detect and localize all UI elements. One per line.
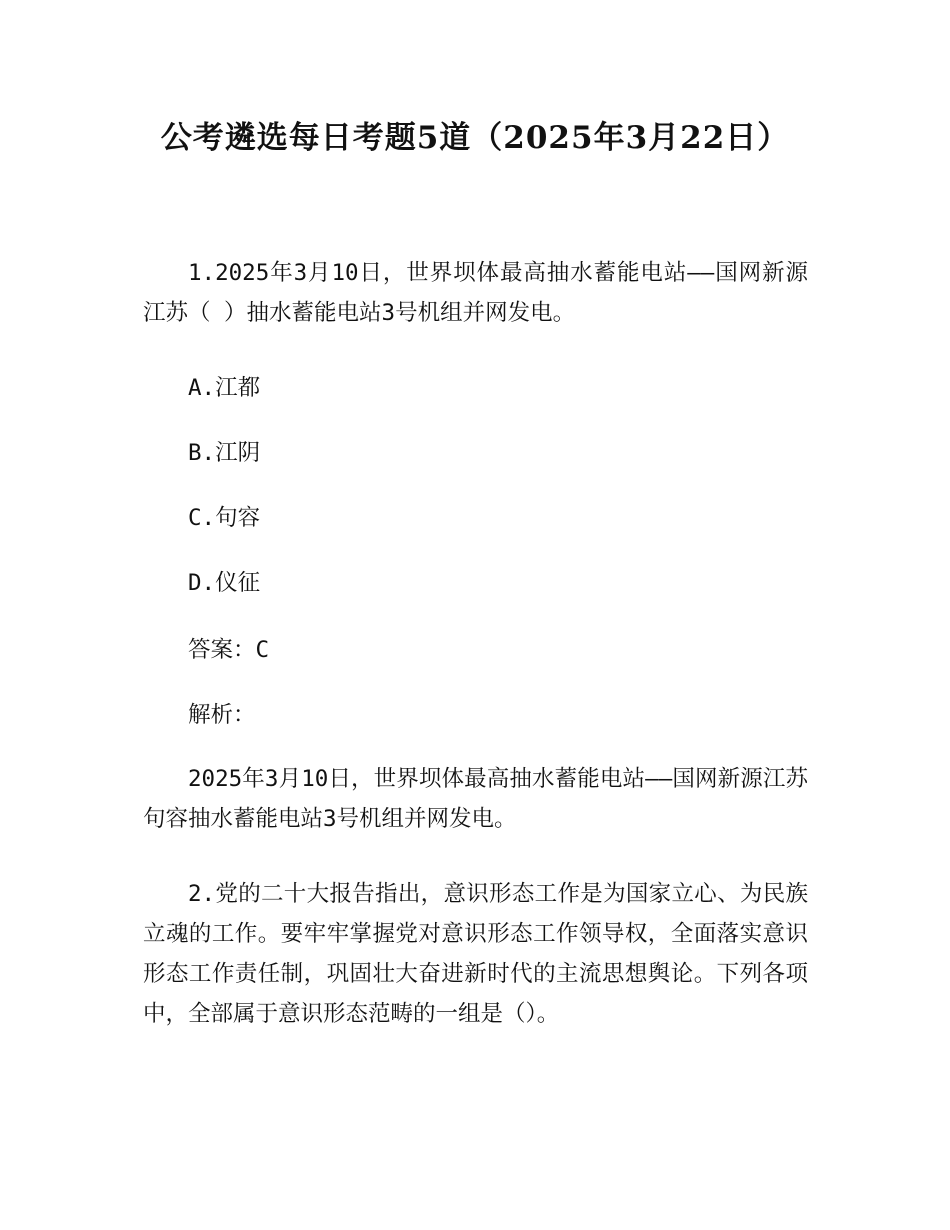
question-1-answer: 答案：C — [188, 637, 270, 663]
question-1-stem: 1.2025年3月10日，世界坝体最高抽水蓄能电站——国网新源江苏（ ）抽水蓄能电站3号机组并网发电。 — [143, 260, 808, 326]
document-title: 公考遴选每日考题5道（2025年3月22日） — [160, 120, 790, 156]
question-1-option-d: D.仪征 — [188, 570, 261, 596]
question-1-option-a: A.江都 — [188, 375, 261, 401]
question-1-option-b: B.江阴 — [188, 440, 261, 466]
question-1-analysis-label: 解析： — [188, 702, 256, 728]
question-1-option-c: C.句容 — [188, 505, 261, 531]
question-1-analysis: 2025年3月10日，世界坝体最高抽水蓄能电站——国网新源江苏句容抽水蓄能电站3号机组并网发电。 — [143, 766, 808, 832]
question-2-stem: 2.党的二十大报告指出，意识形态工作是为国家立心、为民族立魂的工作。要牢牢掌握党对意识形态工作领导权，全面落实意识形态工作责任制，巩固壮大奋进新时代的主流思想舆论。下列各项中，全部属于意识形态范畴的一组是（）。 — [143, 881, 808, 1027]
